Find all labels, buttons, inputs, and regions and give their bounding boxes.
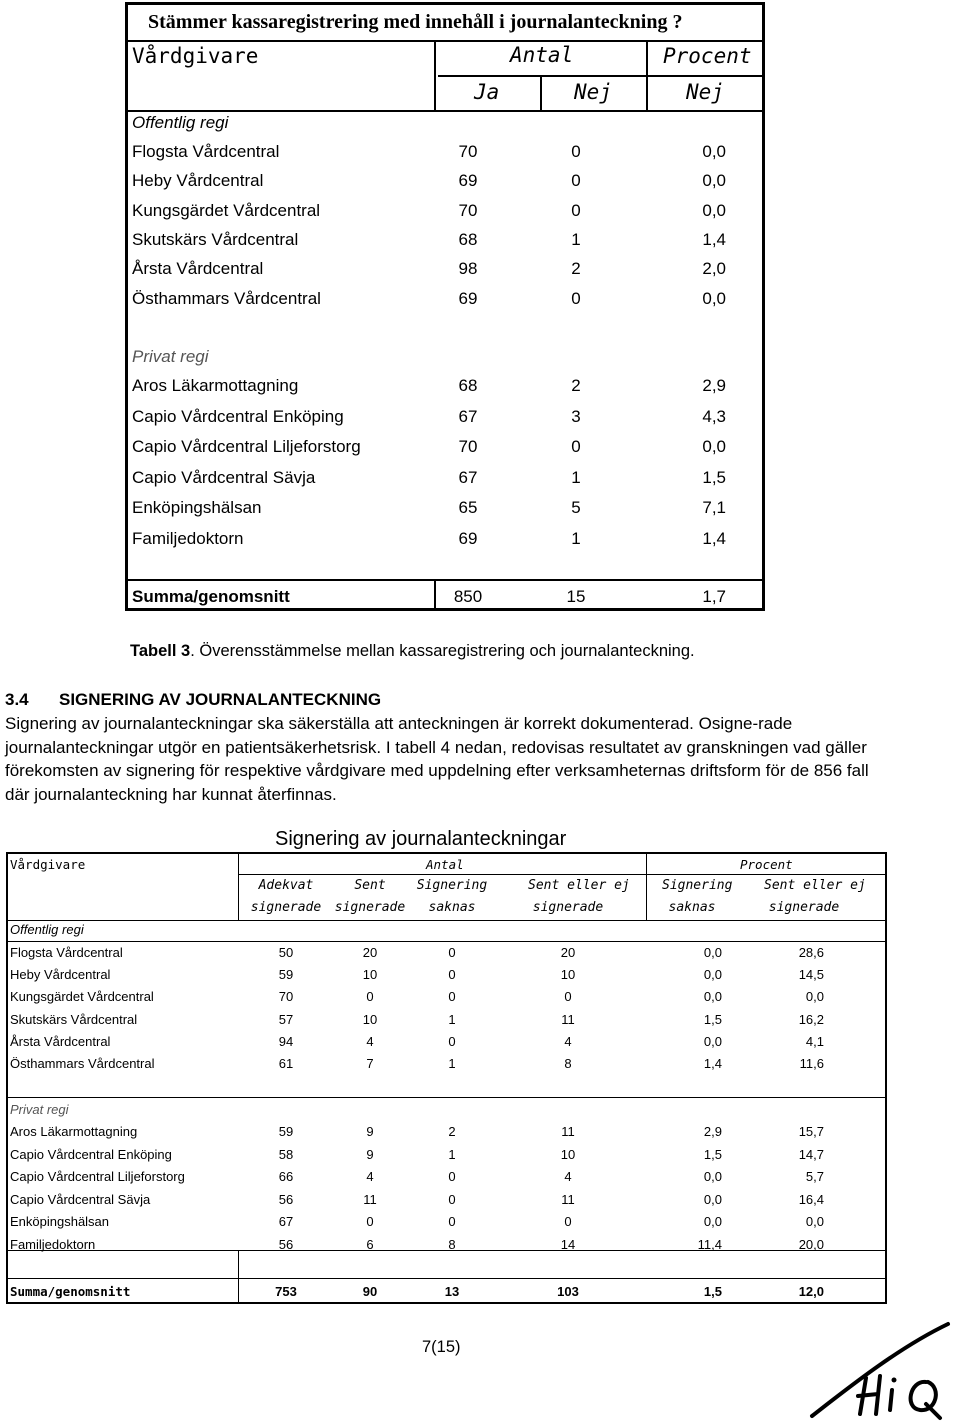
provider-name: Familjedoktorn: [10, 1237, 96, 1252]
header-ja: Ja: [474, 80, 500, 104]
subheader-bottom: saknas: [668, 900, 716, 915]
summary-ja: 850: [453, 587, 483, 606]
subheader-top: Signering: [662, 878, 733, 893]
divider: [646, 40, 648, 110]
value-cell: 4: [366, 1169, 374, 1185]
value-cell: 4: [366, 1033, 374, 1049]
caption-text: . Överensstämmelse mellan kassaregistrering och journalanteckning.: [190, 642, 695, 660]
value-cell: 10: [362, 967, 378, 983]
count-nej: 5: [571, 498, 581, 517]
value-cell: 8: [564, 1056, 572, 1071]
provider-name: Capio Vårdcentral Liljeforstorg: [132, 437, 361, 456]
value-cell: 11: [561, 1124, 575, 1139]
value-cell: 0,0: [703, 989, 722, 1005]
table-signering: [6, 852, 887, 1304]
value-cell: 0,0: [703, 1214, 722, 1230]
provider-name: Östhammars Vårdcentral: [132, 288, 321, 308]
value-cell: 4,1: [805, 1033, 824, 1049]
value-cell: 58: [278, 1146, 294, 1162]
percent-nej: 0,0: [702, 142, 726, 161]
provider-name: Aros Läkarmottagning: [10, 1124, 138, 1139]
value-cell: 0: [366, 989, 374, 1005]
value-cell: 11: [561, 1191, 575, 1207]
percent-nej: 2,0: [702, 259, 726, 279]
value-cell: 67: [278, 1214, 294, 1230]
provider-name: Skutskärs Vårdcentral: [132, 229, 299, 249]
value-cell: 20: [560, 945, 576, 960]
value-cell: 0,0: [703, 1169, 722, 1185]
table-row: [128, 498, 762, 522]
value-cell: 4: [564, 1033, 572, 1049]
table-kassaregistrering: [125, 2, 765, 611]
provider-name: Aros Läkarmottagning: [132, 376, 299, 395]
value-cell: 0: [448, 945, 456, 960]
provider-name: Summa/genomsnitt: [10, 1284, 131, 1299]
provider-name: Årsta Vårdcentral: [10, 1033, 111, 1049]
percent-nej: 7,1: [702, 498, 726, 517]
value-cell: 0: [448, 1214, 456, 1230]
summary-row: [128, 587, 762, 611]
summary-label: Summa/genomsnitt: [132, 587, 290, 606]
value-cell: 56: [278, 1237, 294, 1252]
provider-name: Östhammars Vårdcentral: [10, 1056, 155, 1071]
value-cell: 9: [366, 1124, 374, 1139]
header-procent: Procent: [663, 44, 752, 68]
count-nej: 1: [571, 467, 581, 487]
count-nej: 2: [571, 376, 581, 395]
value-cell: 1: [448, 1011, 456, 1027]
provider-name: Heby Vårdcentral: [132, 171, 264, 191]
provider-name: Heby Vårdcentral: [10, 967, 111, 983]
count-ja: 69: [458, 171, 478, 191]
value-cell: 1: [448, 1146, 456, 1162]
value-cell: 0,0: [703, 967, 722, 983]
divider: [128, 110, 762, 112]
divider: [8, 1278, 885, 1279]
divider: [238, 874, 885, 875]
count-ja: 68: [458, 376, 478, 395]
table-row: [8, 1147, 885, 1167]
header-provider: Vårdgivare: [10, 857, 86, 872]
table2-title: Signering av journalanteckningar: [275, 828, 567, 850]
value-cell: 14,7: [798, 1146, 824, 1162]
value-cell: 11: [561, 1011, 575, 1027]
subheader-top: Signering: [416, 878, 488, 893]
divider: [8, 1097, 885, 1098]
summary-row: [8, 1284, 885, 1304]
provider-name: Kungsgärdet Vårdcentral: [10, 989, 154, 1005]
value-cell: 7: [366, 1056, 374, 1071]
value-cell: 20: [362, 945, 378, 960]
value-cell: 15,7: [798, 1124, 824, 1139]
provider-name: Flogsta Vårdcentral: [132, 142, 280, 161]
table-row: [8, 1192, 885, 1212]
table1-question: Stämmer kassaregistrering med innehåll i journalanteckning ?: [148, 11, 683, 33]
divider: [128, 40, 762, 42]
count-nej: 0: [571, 171, 581, 191]
value-cell: 11: [363, 1191, 377, 1207]
table-row: [8, 1034, 885, 1054]
count-ja: 67: [458, 467, 478, 487]
provider-name: Kungsgärdet Vårdcentral: [132, 200, 321, 220]
count-ja: 68: [458, 229, 478, 249]
value-cell: 14,5: [798, 967, 824, 983]
percent-nej: 1,4: [702, 528, 726, 548]
table-row: [8, 945, 885, 965]
value-cell: 0: [448, 1191, 456, 1207]
provider-name: Årsta Vårdcentral: [132, 259, 264, 279]
value-cell: 28,6: [798, 945, 824, 960]
value-cell: 0: [448, 1033, 456, 1049]
table-row: [128, 289, 762, 313]
table-row: [128, 529, 762, 553]
header-procent: Procent: [740, 857, 793, 872]
header-nej: Nej: [574, 80, 612, 104]
summary-percent: 1,7: [702, 587, 726, 606]
divider: [128, 579, 762, 581]
value-cell: 0: [448, 1169, 456, 1185]
table-row: [8, 1237, 885, 1257]
count-nej: 3: [571, 406, 581, 426]
value-cell: 0,0: [703, 1033, 722, 1049]
count-ja: 70: [458, 200, 478, 220]
divider: [434, 40, 436, 110]
count-ja: 70: [458, 142, 478, 161]
subheader-bottom: saknas: [428, 900, 476, 915]
group-label-public: Offentlig regi: [10, 922, 84, 937]
value-cell: 57: [278, 1011, 294, 1027]
group-label-private: Privat regi: [10, 1102, 69, 1117]
value-cell: 0,0: [805, 1214, 824, 1230]
subheader-bottom: signerade: [768, 900, 840, 915]
value-cell: 56: [278, 1191, 294, 1207]
subheader-top: Adekvat: [258, 878, 314, 893]
value-cell: 20,0: [798, 1237, 824, 1252]
provider-name: Capio Vårdcentral Sävja: [10, 1191, 151, 1207]
count-nej: 0: [571, 142, 581, 161]
provider-name: Capio Vårdcentral Enköping: [10, 1146, 172, 1162]
percent-nej: 0,0: [702, 171, 726, 191]
subheader-top: Sent: [354, 878, 386, 893]
value-cell: 8: [448, 1237, 456, 1252]
table-row: [128, 201, 762, 225]
value-cell: 11,4: [697, 1237, 722, 1252]
value-cell: 0,0: [703, 945, 722, 960]
value-cell: 0: [564, 1214, 572, 1230]
count-nej: 0: [571, 437, 581, 456]
value-cell: 13: [444, 1284, 460, 1299]
value-cell: 753: [275, 1284, 297, 1299]
percent-nej: 2,9: [702, 376, 726, 395]
caption-label: Tabell 3: [130, 642, 191, 660]
value-cell: 10: [362, 1011, 378, 1027]
section-number: 3.4: [5, 690, 29, 709]
count-ja: 69: [458, 528, 478, 548]
subheader-bottom: signerade: [250, 900, 322, 915]
table-row: [8, 1169, 885, 1189]
value-cell: 0: [564, 989, 572, 1005]
value-cell: 4: [564, 1169, 572, 1185]
divider: [238, 854, 239, 920]
value-cell: 0,0: [703, 1191, 722, 1207]
percent-nej: 1,5: [702, 467, 726, 487]
table-row: [128, 376, 762, 400]
percent-nej: 0,0: [702, 437, 726, 456]
count-nej: 1: [571, 229, 581, 249]
table-caption: [130, 642, 695, 661]
table-row: [128, 407, 762, 431]
value-cell: 9: [366, 1146, 374, 1162]
hiq-logo: [808, 1318, 956, 1422]
table-row: [8, 967, 885, 987]
count-ja: 98: [458, 259, 478, 279]
subheader-top: Sent eller ej: [764, 878, 866, 893]
value-cell: 1,5: [703, 1146, 722, 1162]
value-cell: 66: [278, 1169, 294, 1185]
value-cell: 2: [448, 1124, 456, 1139]
provider-name: Flogsta Vårdcentral: [10, 945, 123, 960]
percent-nej: 1,4: [702, 229, 726, 249]
provider-name: Capio Vårdcentral Sävja: [132, 467, 316, 487]
value-cell: 103: [557, 1284, 579, 1299]
value-cell: 50: [278, 945, 294, 960]
value-cell: 59: [278, 967, 294, 983]
value-cell: 2,9: [703, 1124, 722, 1139]
subheader-bottom: signerade: [532, 900, 604, 915]
value-cell: 61: [278, 1056, 294, 1071]
value-cell: 59: [278, 1124, 294, 1139]
percent-nej: 0,0: [702, 288, 726, 308]
table-row: [128, 230, 762, 254]
header-provider: Vårdgivare: [132, 44, 259, 68]
count-nej: 0: [571, 288, 581, 308]
value-cell: 16,2: [798, 1011, 824, 1027]
value-cell: 0: [448, 989, 456, 1005]
table-row: [8, 989, 885, 1009]
value-cell: 12,0: [798, 1284, 824, 1299]
provider-name: Capio Vårdcentral Liljeforstorg: [10, 1169, 185, 1185]
provider-name: Familjedoktorn: [132, 528, 244, 548]
count-ja: 69: [458, 288, 478, 308]
count-nej: 1: [571, 528, 581, 548]
value-cell: 70: [278, 989, 294, 1005]
header-antal: Antal: [426, 857, 464, 872]
summary-nej: 15: [566, 587, 586, 606]
value-cell: 16,4: [798, 1191, 824, 1207]
section-body: Signering av journalanteckningar ska säkerställa att anteckningen är korrekt dokumenterad. Osigne-rade journalanteckningar utgör en patientsäkerhetsrisk. I tabell 4 nedan, redovisas resultatet av granskningen vad gäller förekomsten av signering för respektive vårdgivare med uppdelning efter verksamheternas driftsform för de 856 fall där journalanteckning har kunnat återfinnas.: [5, 714, 869, 804]
table-row: [128, 171, 762, 195]
value-cell: 14: [560, 1237, 576, 1252]
count-ja: 67: [458, 406, 478, 426]
group-label-public: Offentlig regi: [132, 113, 229, 132]
table-row: [128, 437, 762, 461]
divider: [8, 941, 885, 942]
subheader-top: Sent eller ej: [528, 878, 630, 893]
value-cell: 90: [362, 1284, 378, 1299]
table-row: [128, 468, 762, 492]
divider: [8, 920, 885, 921]
table-row: [8, 1214, 885, 1234]
provider-name: Skutskärs Vårdcentral: [10, 1011, 138, 1027]
value-cell: 0,0: [805, 989, 824, 1005]
table-row: [8, 1056, 885, 1076]
value-cell: 0: [366, 1214, 374, 1230]
table-row: [8, 1012, 885, 1032]
provider-name: Enköpingshälsan: [10, 1214, 110, 1230]
section-heading: [5, 690, 381, 710]
header-nej-percent: Nej: [686, 80, 724, 104]
provider-name: Enköpingshälsan: [132, 498, 262, 517]
provider-name: Capio Vårdcentral Enköping: [132, 406, 344, 426]
section-title: SIGNERING AV JOURNALANTECKNING: [59, 690, 382, 709]
percent-nej: 4,3: [702, 406, 726, 426]
divider: [540, 75, 542, 110]
value-cell: 10: [560, 967, 576, 983]
count-nej: 0: [571, 200, 581, 220]
value-cell: 11,6: [799, 1056, 824, 1071]
percent-nej: 0,0: [702, 200, 726, 220]
table-row: [128, 259, 762, 283]
divider: [646, 854, 647, 920]
subheader-bottom: signerade: [334, 900, 406, 915]
page-number: 7(15): [422, 1338, 461, 1356]
value-cell: 1: [448, 1056, 456, 1071]
value-cell: 10: [560, 1146, 576, 1162]
count-nej: 2: [571, 259, 581, 279]
count-ja: 70: [458, 437, 478, 456]
count-ja: 65: [458, 498, 478, 517]
table-row: [8, 1124, 885, 1144]
table-row: [128, 142, 762, 166]
value-cell: 0: [448, 967, 456, 983]
group-label-private: Privat regi: [132, 347, 209, 366]
value-cell: 1,5: [703, 1011, 722, 1027]
value-cell: 94: [278, 1033, 294, 1049]
value-cell: 5,7: [805, 1169, 824, 1185]
divider: [438, 75, 762, 77]
value-cell: 1,4: [703, 1056, 722, 1071]
value-cell: 1,5: [703, 1284, 722, 1299]
value-cell: 6: [366, 1237, 374, 1252]
header-antal: Antal: [510, 43, 574, 67]
